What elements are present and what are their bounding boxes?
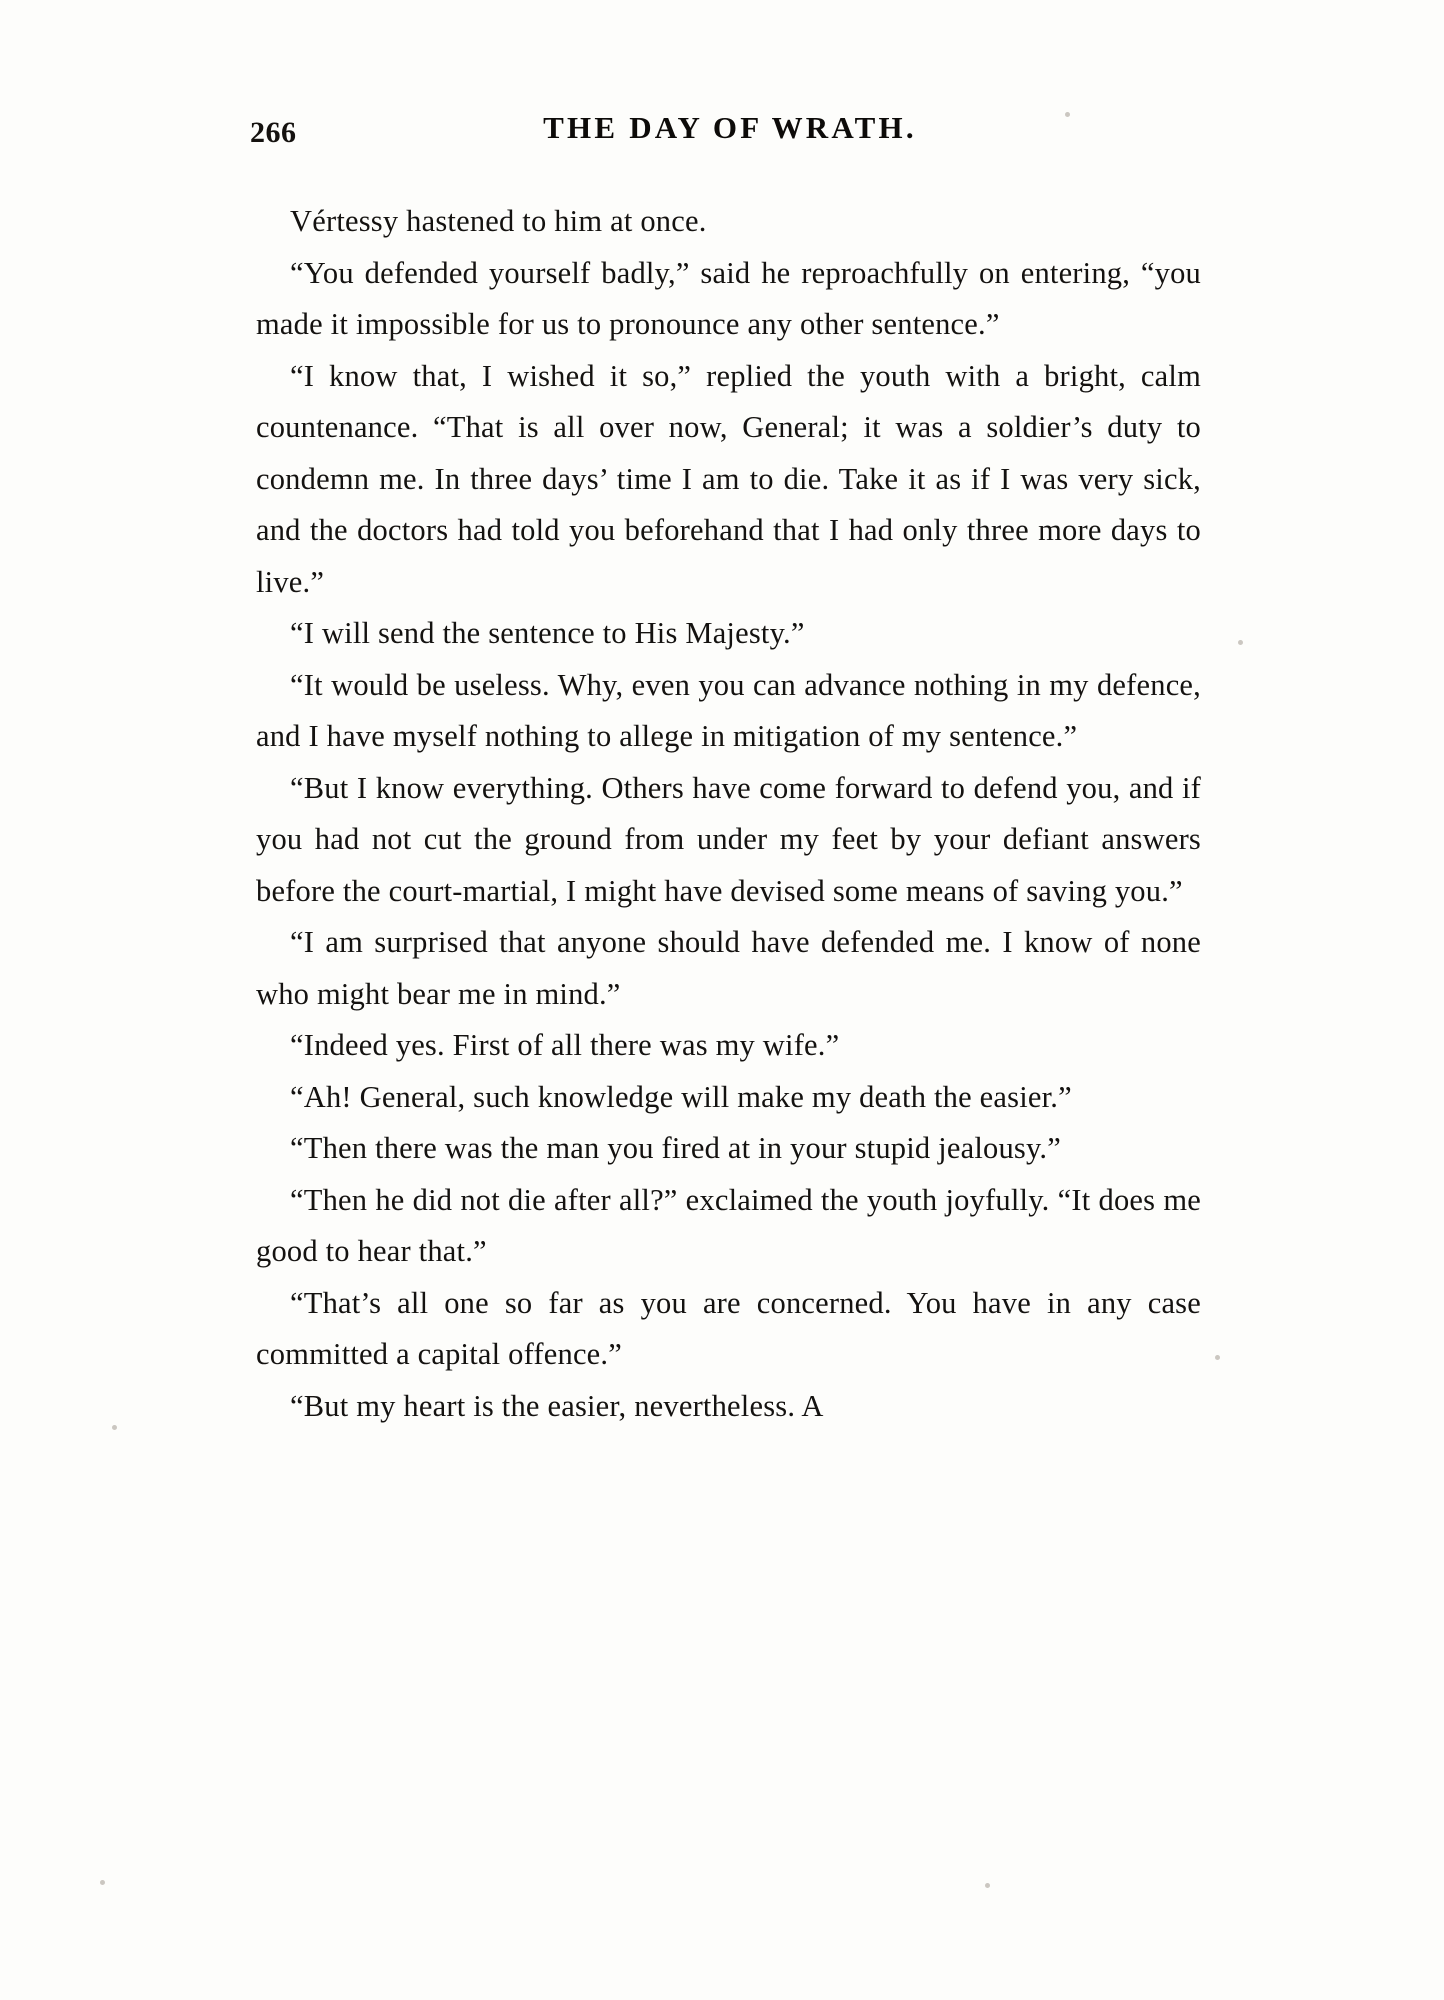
- print-speck: [985, 1883, 990, 1888]
- paragraph: “Ah! General, such knowledge will make my death the easier.”: [290, 1079, 1072, 1114]
- body-text: [256, 196, 1201, 1432]
- paragraph: “I am surprised that anyone should have defended me. I know of none who might bear me in mind.”: [256, 925, 1201, 1011]
- page-number: 266: [250, 116, 297, 149]
- paragraph: “But I know everything. Others have come forward to defend you, and if you had not cut the ground from under my feet by your defiant answers before the court-martial, I might have devised some means of saving you.”: [256, 770, 1201, 908]
- print-speck: [1065, 112, 1070, 117]
- paragraph: “But my heart is the easier, nevertheless. A: [290, 1388, 824, 1423]
- paragraph: Vértessy hastened to him at once.: [290, 204, 707, 238]
- print-speck: [1238, 640, 1243, 645]
- paragraph: “It would be useless. Why, even you can advance nothing in my defence, and I have myself nothing to allege in mitigation of my sentence.”: [256, 667, 1201, 753]
- paragraph: “That’s all one so far as you are concerned. You have in any case committed a capital offence.”: [256, 1285, 1201, 1371]
- paragraph: “You defended yourself badly,” said he reproachfully on entering, “you made it impossible for us to pronounce any other sentence.”: [256, 255, 1201, 341]
- paragraph: “I know that, I wished it so,” replied the youth with a bright, calm countenance. “That is all over now, General; it was a soldier’s duty to condemn me. In three days’ time I am to die. Take it as if I was very sick, and the doctors had told you beforehand that I had only three more days to live.”: [256, 358, 1201, 599]
- paragraph: “I will send the sentence to His Majesty.”: [290, 616, 805, 650]
- paragraph: “Then there was the man you fired at in your stupid jealousy.”: [290, 1131, 1061, 1165]
- print-speck: [112, 1425, 117, 1430]
- print-speck: [1215, 1355, 1220, 1360]
- running-title: THE DAY OF WRATH.: [543, 110, 917, 145]
- print-speck: [100, 1880, 105, 1885]
- paragraph: “Indeed yes. First of all there was my wife.”: [290, 1028, 840, 1062]
- paragraph: “Then he did not die after all?” exclaimed the youth joyfully. “It does me good to hear that.”: [256, 1182, 1201, 1268]
